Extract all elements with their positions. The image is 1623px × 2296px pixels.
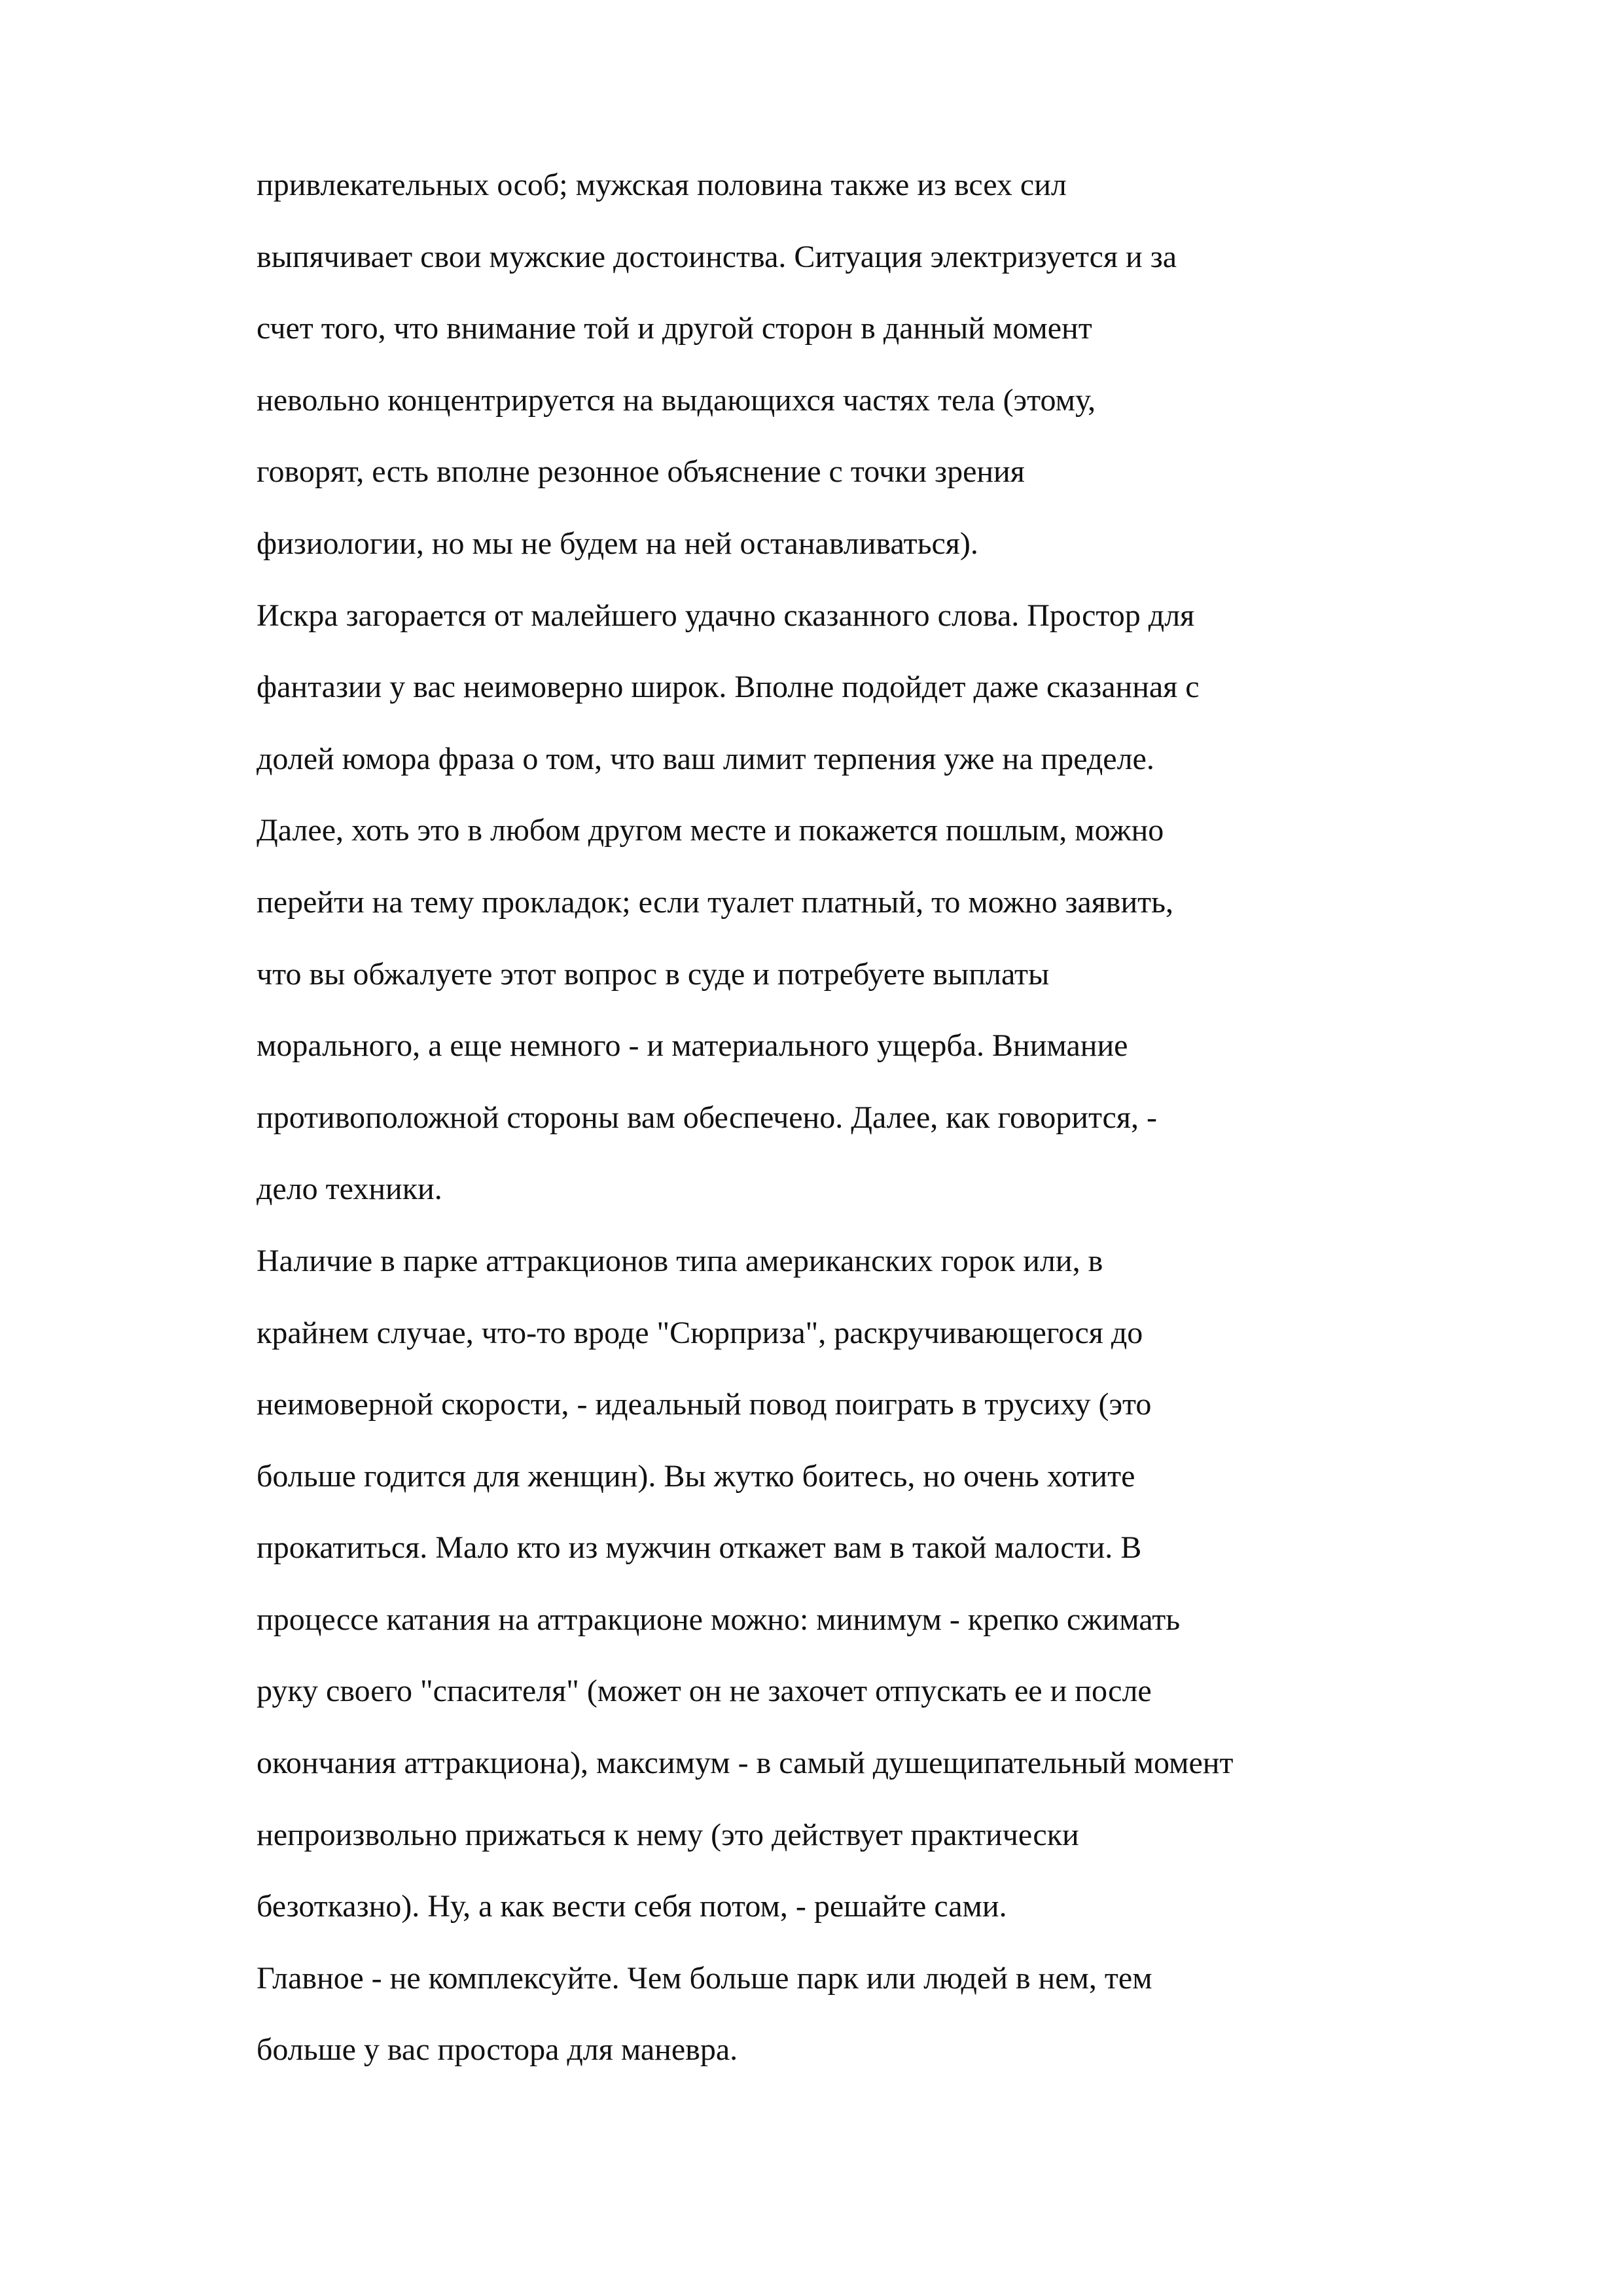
- text-line: невольно концентрируется на выдающихся частях тела (этому,: [257, 382, 1096, 418]
- text-line: говорят, есть вполне резонное объяснение с точки зрения: [257, 454, 1025, 490]
- text-line: привлекательных особ; мужская половина также из всех сил: [257, 168, 1067, 202]
- text-line: фантазии у вас неимоверно широк. Вполне подойдет даже сказанная с: [257, 670, 1200, 705]
- text-line: долей юмора фраза о том, что ваш лимит терпения уже на пределе.: [257, 741, 1154, 776]
- text-line: физиологии, но мы не будем на ней останавливаться).: [257, 526, 978, 561]
- text-line: Далее, хоть это в любом другом месте и покажется пошлым, можно: [257, 813, 1164, 848]
- text-line: Наличие в парке аттракционов типа американских горок или, в: [257, 1243, 1103, 1278]
- text-line: крайнем случае, что-то вроде "Сюрприза", раскручивающегося до: [257, 1315, 1143, 1350]
- text-line: противоположной стороны вам обеспечено. Далее, как говорится, -: [257, 1100, 1157, 1135]
- text-line: что вы обжалуете этот вопрос в суде и потребуете выплаты: [257, 956, 1050, 992]
- text-line: дело техники.: [257, 1172, 442, 1207]
- text-line: морального, а еще немного - и материального ущерба. Внимание: [257, 1028, 1128, 1064]
- text-line: неимоверной скорости, - идеальный повод поиграть в трусиху (это: [257, 1387, 1152, 1422]
- text-line: окончания аттракциона), максимум - в самый душещипательный момент: [257, 1746, 1234, 1781]
- text-line: больше годится для женщин). Вы жутко боитесь, но очень хотите: [257, 1458, 1135, 1494]
- text-line: руку своего "спасителя" (может он не захочет отпускать ее и после: [257, 1674, 1152, 1709]
- text-line: перейти на тему прокладок; если туалет платный, то можно заявить,: [257, 884, 1173, 920]
- text-line: Главное - не комплексуйте. Чем больше парк или людей в нем, тем: [257, 1960, 1152, 1996]
- document-text-body: [257, 149, 1382, 2086]
- text-line: процессе катания на аттракционе можно: минимум - крепко сжимать: [257, 1602, 1181, 1637]
- text-line: непроизвольно прижаться к нему (это действует практически: [257, 1817, 1079, 1852]
- text-line: прокатиться. Мало кто из мужчин откажет вам в такой малости. В: [257, 1530, 1142, 1566]
- text-line: безотказно). Ну, а как вести себя потом, - решайте сами.: [257, 1889, 1007, 1924]
- text-line: выпячивает свои мужские достоинства. Ситуация электризуется и за: [257, 239, 1177, 274]
- text-line: Искра загорается от малейшего удачно сказанного слова. Простор для: [257, 598, 1195, 633]
- text-line: больше у вас простора для маневра.: [257, 2032, 738, 2068]
- text-line: счет того, что внимание той и другой сторон в данный момент: [257, 311, 1092, 346]
